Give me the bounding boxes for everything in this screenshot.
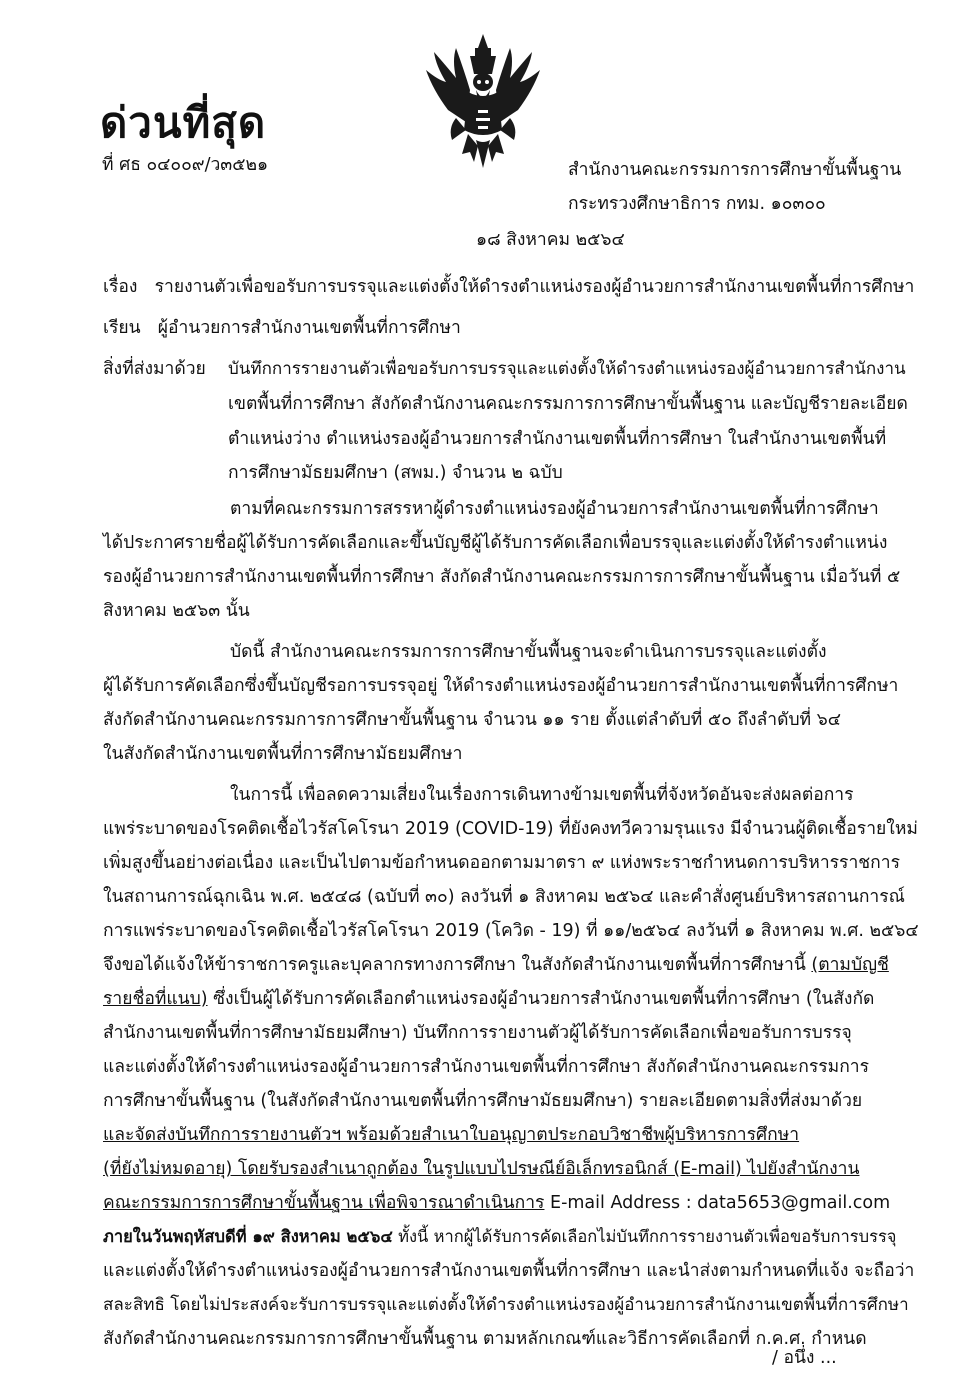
paragraph-3-line: สังกัดสำนักงานคณะกรรมการการศึกษาขั้นพื้นฐาน ตามหลักเกณฑ์และวิธีการคัดเลือกที่ ก.ค.ศ. กำหนด bbox=[103, 1329, 867, 1349]
submission-instruction: (ที่ยังไม่หมดอายุ) โดยรับรองสำเนาถูกต้อง ในรูปแบบไปรษณีย์อิเล็กทรอนิกส์ (E-mail) ไปยังสำนักงาน bbox=[103, 1159, 860, 1179]
paragraph-3-text: ทั้งนี้ หากผู้ได้รับการคัดเลือกไม่บันทึกการรายงานตัวเพื่อขอรับการบรรจุ bbox=[392, 1227, 897, 1246]
paragraph-3-line bbox=[103, 987, 874, 1011]
paragraph-3-line: การแพร่ระบาดของโรคติดเชื้อไวรัสโคโรนา 2019 (โควิด - 19) ที่ ๑๑/๒๕๖๔ ลงวันที่ ๑ สิงหาคม พ.ศ. ๒๕๖๔ bbox=[103, 921, 919, 941]
subject-text: รายงานตัวเพื่อขอรับการบรรจุและแต่งตั้งให้ดำรงตำแหน่งรองผู้อำนวยการสำนักงานเขตพื้นที่การศึกษา bbox=[154, 277, 915, 297]
paragraph-2-line: ในสังกัดสำนักงานเขตพื้นที่การศึกษามัธยมศึกษา bbox=[103, 744, 463, 764]
attachment-reference: รายชื่อที่แนบ) bbox=[103, 989, 208, 1009]
enclosure-line: บันทึกการรายงานตัวเพื่อขอรับการบรรจุและแต่งตั้งให้ดำรงตำแหน่งรองผู้อำนวยการสำนักงาน bbox=[228, 359, 906, 379]
recipient-label: เรียน bbox=[103, 318, 141, 338]
paragraph-3-line bbox=[103, 1191, 890, 1215]
enclosure-label: สิ่งที่ส่งมาด้วย bbox=[103, 359, 206, 379]
paragraph-3-line: และแต่งตั้งให้ดำรงตำแหน่งรองผู้อำนวยการสำนักงานเขตพื้นที่การศึกษา และนำส่งตามกำหนดที่แจ้ง จะถือว่า bbox=[103, 1261, 915, 1281]
reference-label: ที่ ศธ bbox=[102, 155, 141, 175]
paragraph-3-line: เพิ่มสูงขึ้นอย่างต่อเนื่อง และเป็นไปตามข้อกำหนดออกตามมาตรา ๙ แห่งพระราชกำหนดการบริหารราชการ bbox=[103, 853, 900, 873]
paragraph-3-line: สำนักงานเขตพื้นที่การศึกษามัธยมศึกษา) บันทึกการรายงานตัวผู้ได้รับการคัดเลือกเพื่อขอรับการบรรจุ bbox=[103, 1023, 852, 1043]
email-address: E-mail Address : data5653@gmail.com bbox=[544, 1193, 891, 1213]
submission-instruction: คณะกรรมการการศึกษาขั้นพื้นฐาน เพื่อพิจารณาดำเนินการ bbox=[103, 1193, 545, 1213]
paragraph-2-line: สังกัดสำนักงานคณะกรรมการการศึกษาขั้นพื้นฐาน จำนวน ๑๑ ราย ตั้งแต่ลำดับที่ ๕๐ ถึงลำดับที่ ๖๔ bbox=[103, 710, 841, 730]
paragraph-3-line bbox=[103, 953, 889, 977]
reference-number bbox=[102, 153, 268, 177]
subject-line bbox=[103, 275, 914, 299]
urgency-mark: ด่วนที่สุด bbox=[100, 98, 267, 147]
reference-value: ๐๔๐๐๙/ว๓๕๒๑ bbox=[146, 155, 269, 175]
document-date: ๑๘ สิงหาคม ๒๕๖๔ bbox=[476, 230, 625, 250]
recipient-line bbox=[103, 316, 461, 340]
paragraph-1-line: ได้ประกาศรายชื่อผู้ได้รับการคัดเลือกและขึ้นบัญชีผู้ได้รับการคัดเลือกเพื่อบรรจุและแต่งตั้งให้ดำรงตำแหน่ง bbox=[103, 533, 888, 553]
paragraph-1-line: รองผู้อำนวยการสำนักงานเขตพื้นที่การศึกษา สังกัดสำนักงานคณะกรรมการการศึกษาขั้นพื้นฐาน เมื่อวันที่ ๕ bbox=[103, 567, 901, 587]
garuda-emblem bbox=[418, 30, 548, 175]
paragraph-2-line: ผู้ได้รับการคัดเลือกซึ่งขึ้นบัญชีรอการบรรจุอยู่ ให้ดำรงตำแหน่งรองผู้อำนวยการสำนักงานเขตพื้นที่การศึกษา bbox=[103, 676, 899, 696]
paragraph-3-line: สละสิทธิ โดยไม่ประสงค์จะรับการบรรจุและแต่งตั้งให้ดำรงตำแหน่งรองผู้อำนวยการสำนักงานเขตพื้นที่การศึกษา bbox=[103, 1295, 909, 1315]
enclosure-line: การศึกษามัธยมศึกษา (สพม.) จำนวน ๒ ฉบับ bbox=[228, 463, 563, 483]
continued-marker: / อนึ่ง ... bbox=[772, 1348, 837, 1368]
paragraph-3-line: ในการนี้ เพื่อลดความเสี่ยงในเรื่องการเดินทางข้ามเขตพื้นที่จังหวัดอันจะส่งผลต่อการ bbox=[230, 785, 854, 805]
paragraph-3-line: การศึกษาขั้นพื้นฐาน (ในสังกัดสำนักงานเขตพื้นที่การศึกษามัธยมศึกษา) รายละเอียดตามสิ่งที่ส่งมาด้วย bbox=[103, 1091, 863, 1111]
paragraph-3-text: ซึ่งเป็นผู้ได้รับการคัดเลือกตำแหน่งรองผู้อำนวยการสำนักงานเขตพื้นที่การศึกษา (ในสังกัด bbox=[207, 989, 875, 1009]
enclosure-line: เขตพื้นที่การศึกษา สังกัดสำนักงานคณะกรรมการการศึกษาขั้นพื้นฐาน และบัญชีรายละเอียด bbox=[228, 394, 908, 414]
deadline: ภายในวันพฤหัสบดีที่ ๑๙ สิงหาคม ๒๕๖๔ bbox=[103, 1227, 393, 1246]
issuing-office: สำนักงานคณะกรรมการการศึกษาขั้นพื้นฐาน bbox=[568, 160, 902, 180]
paragraph-3-line bbox=[103, 1225, 896, 1249]
subject-label: เรื่อง bbox=[103, 277, 138, 297]
submission-instruction: และจัดส่งบันทึกการรายงานตัวฯ พร้อมด้วยสำเนาใบอนุญาตประกอบวิชาชีพผู้บริหารการศึกษา bbox=[103, 1125, 800, 1145]
paragraph-2-line: บัดนี้ สำนักงานคณะกรรมการการศึกษาขั้นพื้นฐานจะดำเนินการบรรจุและแต่งตั้ง bbox=[230, 642, 827, 662]
recipient-text: ผู้อำนวยการสำนักงานเขตพื้นที่การศึกษา bbox=[157, 318, 461, 338]
paragraph-3-text: จึงขอได้แจ้งให้ข้าราชการครูและบุคลากรทางการศึกษา ในสังกัดสำนักงานเขตพื้นที่การศึกษานี้ bbox=[103, 955, 812, 975]
paragraph-3-line: และแต่งตั้งให้ดำรงตำแหน่งรองผู้อำนวยการสำนักงานเขตพื้นที่การศึกษา สังกัดสำนักงานคณะกรรมการ bbox=[103, 1057, 870, 1077]
paragraph-1-line: ตามที่คณะกรรมการสรรหาผู้ดำรงตำแหน่งรองผู้อำนวยการสำนักงานเขตพื้นที่การศึกษา bbox=[230, 499, 879, 519]
attachment-reference: (ตามบัญชี bbox=[811, 955, 889, 975]
paragraph-1-line: สิงหาคม ๒๕๖๓ นั้น bbox=[103, 601, 250, 621]
paragraph-3-line: แพร่ระบาดของโรคติดเชื้อไวรัสโคโรนา 2019 (COVID-19) ที่ยังคงทวีความรุนแรง มีจำนวนผู้ติดเชื้อรายใหม่ bbox=[103, 819, 918, 839]
paragraph-3-line: ในสถานการณ์ฉุกเฉิน พ.ศ. ๒๕๔๘ (ฉบับที่ ๓๐) ลงวันที่ ๑ สิงหาคม ๒๕๖๔ และคำสั่งศูนย์บริหารสถานการณ์ bbox=[103, 887, 905, 907]
issuing-office-address: กระทรวงศึกษาธิการ กทม. ๑๐๓๐๐ bbox=[568, 194, 826, 214]
enclosure-line: ตำแหน่งว่าง ตำแหน่งรองผู้อำนวยการสำนักงานเขตพื้นที่การศึกษา ในสำนักงานเขตพื้นที่ bbox=[228, 429, 887, 449]
